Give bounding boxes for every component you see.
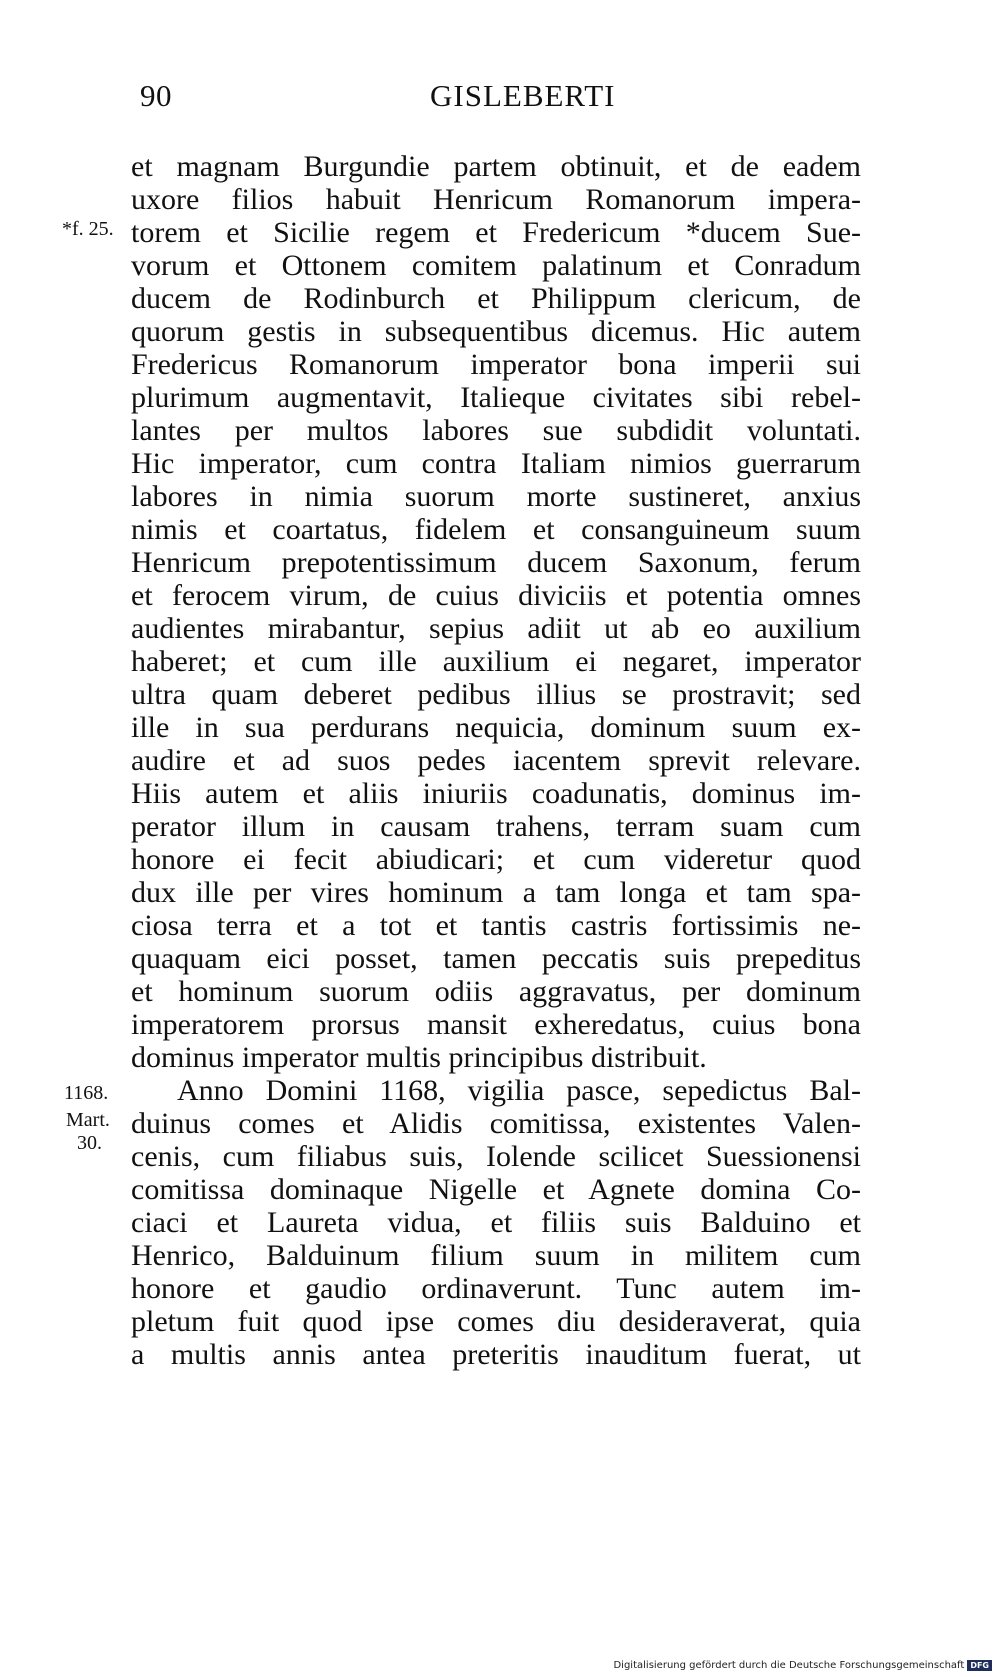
text-line: torem et Sicilie regem et Fredericum *ducem Sue-: [131, 216, 861, 249]
text-line: ille in sua perdurans nequicia, dominum suum ex-: [131, 711, 861, 744]
text-line: duinus comes et Alidis comitissa, existentes Valen-: [131, 1107, 861, 1140]
text-line: plurimum augmentavit, Italieque civitates sibi rebel-: [131, 381, 861, 414]
text-line: honore ei fecit abiudicari; et cum videretur quod: [131, 843, 861, 876]
text-line: a multis annis antea preteritis inauditum fuerat, ut: [131, 1338, 861, 1371]
text-line: quaquam eici posset, tamen peccatis suis prepeditus: [131, 942, 861, 975]
text-line: Anno Domini 1168, vigilia pasce, sepedictus Bal-: [177, 1074, 861, 1107]
text-line: Hiis autem et aliis iniuriis coadunatis, dominus im-: [131, 777, 861, 810]
body-text: [131, 150, 861, 1371]
page-header: [140, 78, 640, 128]
margin-note-day: 30.: [77, 1132, 102, 1154]
running-head: GISLEBERTI: [430, 78, 616, 113]
text-line: dux ille per vires hominum a tam longa et tam spa-: [131, 876, 861, 909]
text-line: et magnam Burgundie partem obtinuit, et de eadem: [131, 150, 861, 183]
text-line: perator illum in causam trahens, terram suam cum: [131, 810, 861, 843]
text-line: Fredericus Romanorum imperator bona imperii sui: [131, 348, 861, 381]
footer-credit: Digitalisierung gefördert durch die Deutsche Forschungsgemeinschaft: [613, 1660, 965, 1671]
text-line: honore et gaudio ordinaverunt. Tunc autem im-: [131, 1272, 861, 1305]
text-line: audire et ad suos pedes iacentem sprevit relevare.: [131, 744, 861, 777]
text-line: dominus imperator multis principibus distribuit.: [131, 1041, 707, 1074]
text-line: comitissa dominaque Nigelle et Agnete domina Co-: [131, 1173, 861, 1206]
text-line: haberet; et cum ille auxilium ei negaret, imperator: [131, 645, 861, 678]
text-line: et hominum suorum odiis aggravatus, per dominum: [131, 975, 861, 1008]
text-line: quorum gestis in subsequentibus dicemus. Hic autem: [131, 315, 861, 348]
text-line: ciosa terra et a tot et tantis castris fortissimis ne-: [131, 909, 861, 942]
paragraph-1: [131, 150, 861, 1074]
margin-note-month: Mart.: [66, 1109, 110, 1131]
text-line: ducem de Rodinburch et Philippum clericum, de: [131, 282, 861, 315]
text-line: imperatorem prorsus mansit exheredatus, cuius bona: [131, 1008, 861, 1041]
paragraph-2: [131, 1074, 861, 1371]
text-line: vorum et Ottonem comitem palatinum et Conradum: [131, 249, 861, 282]
text-line: Henrico, Balduinum filium suum in militem cum: [131, 1239, 861, 1272]
page-number: 90: [140, 78, 172, 113]
text-line: labores in nimia suorum morte sustineret, anxius: [131, 480, 861, 513]
margin-note-year: 1168.: [64, 1082, 109, 1104]
digitization-footer: [613, 1660, 992, 1671]
text-line: et ferocem virum, de cuius diviciis et potentia omnes: [131, 579, 861, 612]
text-line: lantes per multos labores sue subdidit voluntati.: [131, 414, 861, 447]
text-line: nimis et coartatus, fidelem et consanguineum suum: [131, 513, 861, 546]
margin-note-folio: *f. 25.: [62, 218, 114, 240]
text-line: ciaci et Laureta vidua, et filiis suis Balduino et: [131, 1206, 861, 1239]
text-line: cenis, cum filiabus suis, Iolende scilicet Suessionensi: [131, 1140, 861, 1173]
text-line: pletum fuit quod ipse comes diu desideraverat, quia: [131, 1305, 861, 1338]
text-line: Henricum prepotentissimum ducem Saxonum, ferum: [131, 546, 861, 579]
dfg-logo-icon: DFG: [967, 1660, 992, 1671]
text-line: audientes mirabantur, sepius adiit ut ab eo auxilium: [131, 612, 861, 645]
text-line: uxore filios habuit Henricum Romanorum impera-: [131, 183, 861, 216]
text-line: Hic imperator, cum contra Italiam nimios guerrarum: [131, 447, 861, 480]
text-line: ultra quam deberet pedibus illius se prostravit; sed: [131, 678, 861, 711]
